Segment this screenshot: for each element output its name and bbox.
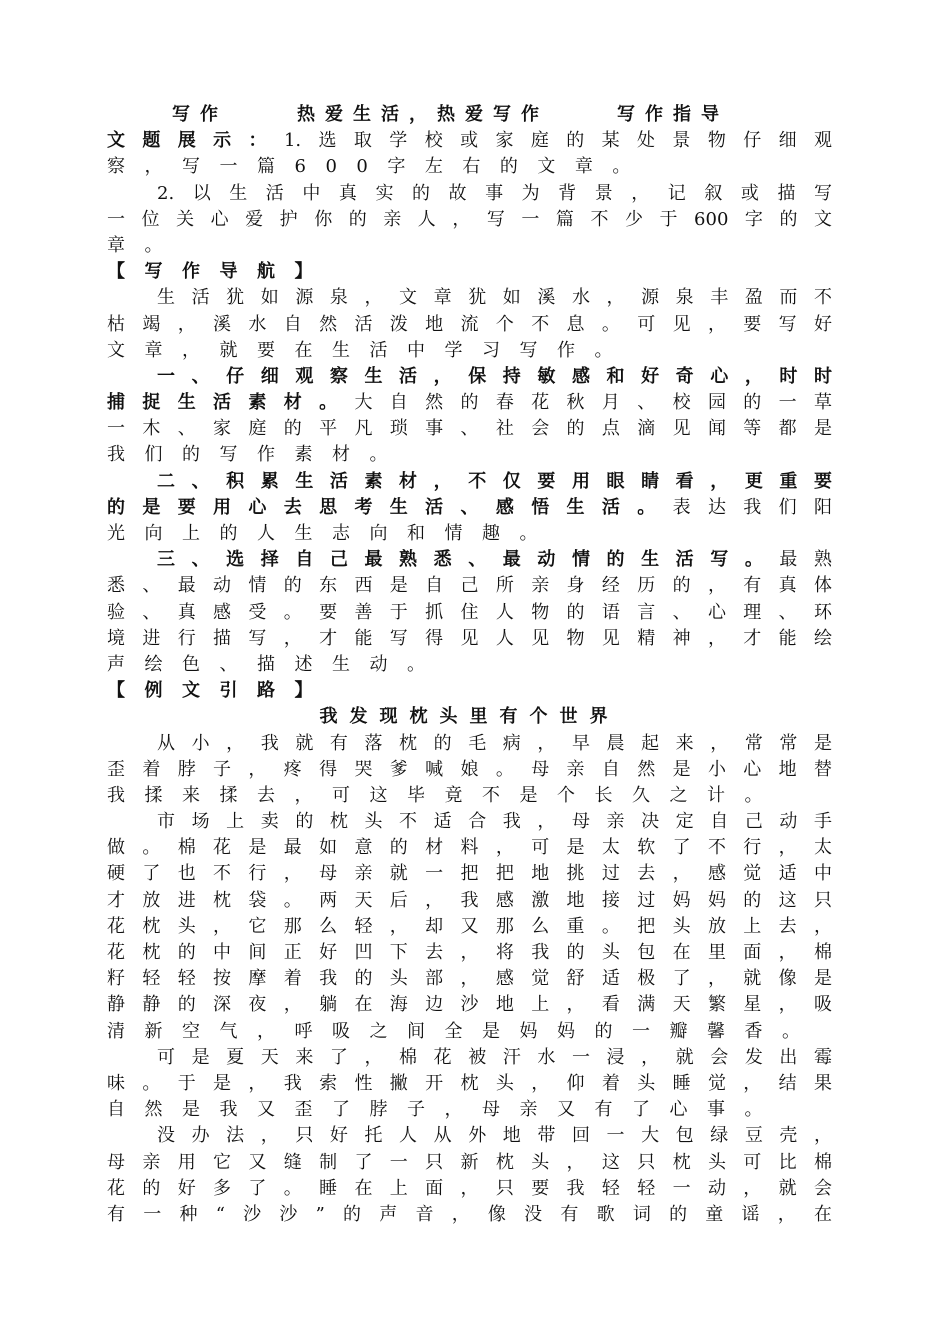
- text-line: 枯竭，溪水自然活泼地流个不息。可见，要写好: [107, 313, 832, 335]
- text-line: 捕捉生活素材。大自然的春花秋月、校园的一草: [107, 392, 833, 414]
- text-line: 文题展示：1.选取学校或家庭的某处景物仔细观: [107, 130, 832, 152]
- text-line: 光向上的人生志向和情趣。: [107, 523, 557, 544]
- text-line: 味。于是，我索性撇开枕头，仰着头睡觉，结果: [107, 1072, 832, 1094]
- text-line: 【例文引路】: [107, 680, 332, 702]
- text-line: 市场上卖的枕头不适合我，母亲决定自己动手: [157, 811, 832, 833]
- text-line: 做。棉花是最如意的材料，可是太软了不行，太: [107, 837, 832, 859]
- text-line: 章。: [107, 234, 182, 256]
- text-line: 母亲用它又缝制了一只新枕头，这只枕头可比棉: [107, 1151, 832, 1173]
- text-line: 硬了也不行，母亲就一把把地挑过去，感觉适中: [107, 863, 832, 885]
- document-page: [107, 102, 832, 1228]
- text-line: 2.以生活中真实的故事为背景，记叙或描写: [157, 182, 832, 204]
- text-line: 【写作导航】: [107, 261, 332, 283]
- text-line: 我发现枕头里有个世界: [319, 706, 620, 728]
- text-line: 静静的深夜，躺在海边沙地上，看满天繁星，吸: [107, 994, 832, 1016]
- text-line: 籽轻轻按摩着我的头部，感觉舒适极了，就像是: [107, 968, 832, 990]
- text-line: 悉、最动情的东西是自己所亲身经历的，有真体: [107, 575, 832, 597]
- text-line: 二、积累生活素材，不仅要用眼睛看，更重要: [157, 470, 832, 492]
- bold-phrase: 的是要用心去思考生活、感悟生活。: [107, 496, 673, 518]
- text-line: 花的好多了。睡在上面，只要我轻轻一动，就会: [107, 1177, 832, 1199]
- document-body: [107, 128, 832, 1228]
- text-line: 我们的写作素材。: [107, 444, 407, 466]
- text-line: 境进行描写，才能写得见人见物见精神，才能绘: [107, 627, 832, 649]
- document-header: [107, 102, 832, 128]
- bold-phrase: 捕捉生活素材。: [107, 392, 355, 414]
- text-line: 有一种“沙沙”的声音，像没有歌词的童谣，在: [107, 1203, 832, 1225]
- text-line: 生活犹如源泉，文章犹如溪水，源泉丰盈而不: [157, 287, 832, 309]
- text-line: 我揉来揉去，可这毕竟不是个长久之计。: [107, 784, 782, 806]
- bold-phrase: 三、选择自己最熟悉、最动情的生活写。: [157, 549, 780, 571]
- text-line: 验、真感受。要善于抓住人物的语言、心理、环: [107, 601, 832, 623]
- text-line: 可是夏天来了，棉花被汗水一浸，就会发出霉: [157, 1046, 832, 1068]
- header-part-1: 写作: [172, 104, 228, 125]
- text-line: 从小，我就有落枕的毛病，早晨起来，常常是: [157, 732, 832, 754]
- text-line: 一位关心爱护你的亲人，写一篇不少于600字的文: [107, 208, 832, 230]
- text-line: 才放进枕袋。两天后，我感激地接过妈妈的这只: [107, 889, 832, 911]
- text-line: 自然是我又歪了脖子，母亲又有了心事。: [107, 1099, 782, 1121]
- text-line: 歪着脖子，疼得哭爹喊娘。母亲自然是小心地替: [107, 758, 832, 780]
- header-part-3: 写作指导: [617, 104, 729, 125]
- text-line: 文章，就要在生活中学习写作。: [107, 339, 632, 361]
- text-line: 察，写一篇600字左右的文章。: [107, 156, 650, 178]
- text-line: 三、选择自己最熟悉、最动情的生活写。最熟: [157, 549, 833, 571]
- text-line: 清新空气，呼吸之间全是妈妈的一瓣馨香。: [107, 1020, 820, 1042]
- text-line: 声绘色、描述生动。: [107, 653, 445, 675]
- text-line: 花枕头，它那么轻，却又那么重。把头放上去，: [107, 915, 832, 937]
- header-part-2: 热爱生活，热爱写作: [297, 104, 549, 125]
- text-line: 一、仔细观察生活，保持敏感和好奇心，时时: [157, 365, 832, 387]
- text-line: 的是要用心去思考生活、感悟生活。表达我们阳: [107, 496, 833, 518]
- bold-phrase: 文题展示：: [107, 130, 284, 152]
- text-line: 花枕的中间正好凹下去，将我的头包在里面，棉: [107, 942, 832, 963]
- text-line: 一木、家庭的平凡琐事、社会的点滴见闻等都是: [107, 418, 832, 440]
- text-line: 没办法，只好托人从外地带回一大包绿豆壳，: [157, 1125, 832, 1147]
